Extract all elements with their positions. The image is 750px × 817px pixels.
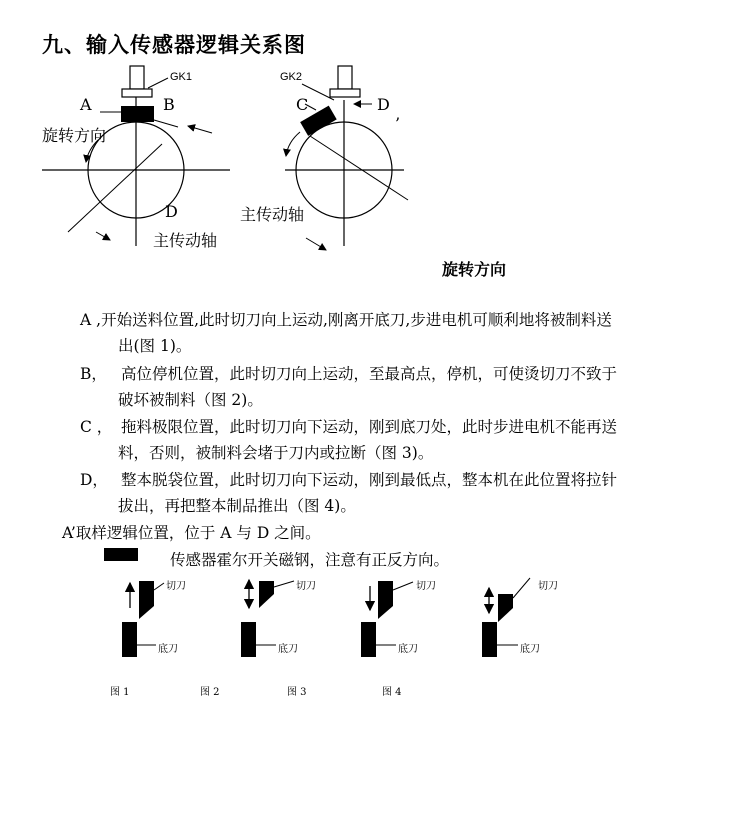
item-b-cont	[118, 387, 263, 413]
fig1-bottom-label: 底刀	[158, 644, 178, 655]
fig3-cut-label: 切刀	[416, 581, 436, 592]
fig4-caption: 图 4	[382, 687, 402, 698]
fig1-caption: 图 1	[110, 687, 130, 698]
magnet-legend-block	[104, 548, 138, 561]
left-sensor-diagram	[42, 66, 230, 246]
point-b-label: B	[163, 95, 175, 114]
rotation-direction-left: 旋转方向	[42, 126, 107, 145]
item-a-line1: ,开始送料位置,此时切刀向上运动,刚离开底刀,步进电机可顺利地将被制料送	[96, 311, 612, 329]
fig2-cut-label: 切刀	[296, 581, 316, 592]
item-d-line1: 整本脱袋位置，此时切刀向下运动，刚到最低点，整本机在此位置将拉针	[120, 471, 617, 489]
main-shaft-right: 主传动轴	[240, 205, 305, 224]
item-b-line1: 高位停机位置，此时切刀向上运动，至最高点，停机，可使烫切刀不致于	[120, 365, 617, 383]
fig4-bottom-label: 底刀	[520, 644, 540, 655]
fig2-caption: 图 2	[200, 687, 220, 698]
point-d-label: D	[165, 202, 178, 221]
item-a-mark: A	[80, 311, 92, 329]
item-d-line2: 拔出，再把整本制品推出（图 4)。	[118, 497, 356, 515]
a-prime-note: A’取样逻辑位置，位于 A 与 D 之间。	[62, 524, 321, 542]
item-c-line2: 料，否则，被制料会堵于刀内或拉断（图 3)。	[118, 444, 434, 462]
item-a-cont	[118, 333, 191, 359]
point-a-label: A	[80, 95, 92, 114]
fig2-bottom-label: 底刀	[278, 644, 298, 655]
item-d-cont	[118, 493, 356, 519]
magnet-note: 传感器霍尔开关磁钢，注意有正反方向。	[170, 551, 450, 569]
item-a	[80, 307, 612, 333]
gk2-label: GK2	[280, 71, 303, 83]
gk1-label: GK1	[170, 71, 193, 83]
fig3-caption: 图 3	[287, 687, 307, 698]
item-b-line2: 破坏被制料（图 2)。	[118, 391, 263, 409]
fig1-cut-label: 切刀	[166, 581, 186, 592]
fig3-bottom-label: 底刀	[398, 644, 418, 655]
item-c-cont	[118, 440, 433, 466]
page-title: 九、输入传感器逻辑关系图	[42, 33, 306, 57]
item-b-mark: B，	[80, 365, 107, 383]
item-c-line1: 拖料极限位置，此时切刀向下运动，刚到底刀处，此时步进电机不能再送	[120, 418, 617, 436]
main-shaft-left: 主传动轴	[153, 231, 218, 250]
item-d-mark: D，	[80, 471, 108, 489]
point-c-label: C	[296, 95, 309, 114]
item-b	[80, 361, 617, 387]
item-c	[80, 414, 617, 440]
item-d	[80, 467, 617, 493]
fig4-cut-label: 切刀	[538, 581, 558, 592]
item-a-line2: 出(图 1)。	[118, 337, 192, 355]
rotation-direction-right: 旋转方向	[442, 260, 507, 279]
item-c-mark: C ，	[80, 418, 113, 436]
point-d-top-label: D	[377, 95, 390, 114]
comma-mark: ’	[395, 114, 401, 133]
